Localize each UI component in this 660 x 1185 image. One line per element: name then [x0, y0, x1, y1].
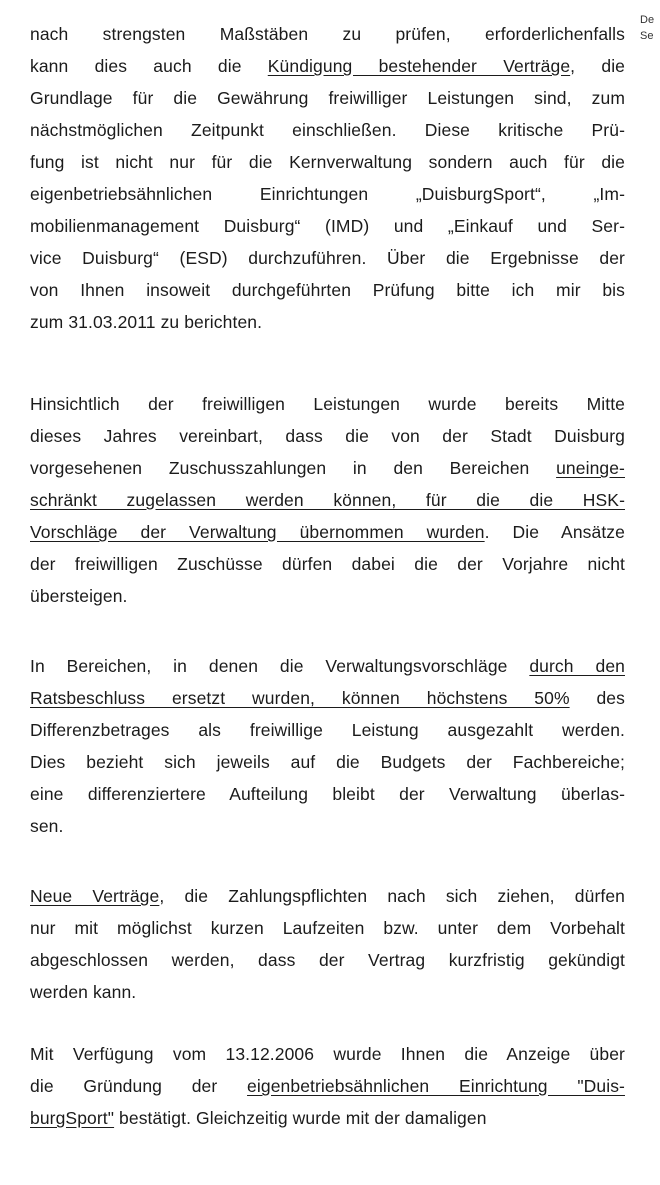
- text-segment: dieses Jahres vereinbart, dass die von der Stadt Duisburg: [30, 426, 625, 446]
- text-line: [30, 912, 625, 944]
- text-line: [30, 1102, 625, 1134]
- text-segment: nur mit möglichst kurzen Laufzeiten bzw. unter dem Vorbehalt: [30, 918, 625, 938]
- text-segment: eigenbetriebsähnlichen Einrichtungen „DuisburgSport“, „Im-: [30, 184, 625, 204]
- underlined-text: Kündigung bestehender Verträge: [267, 56, 571, 76]
- text-line: [30, 976, 625, 1008]
- paragraph-freiwillige-leistungen: [30, 388, 625, 612]
- text-segment: nächstmöglichen Zeitpunkt einschließen. Diese kritische Prü-: [30, 120, 625, 140]
- margin-note-line: De: [640, 14, 655, 26]
- underlined-text: uneinge-: [556, 458, 625, 478]
- text-line: [30, 944, 625, 976]
- text-segment: Hinsichtlich der freiwilligen Leistungen wurde bereits Mitte: [30, 394, 625, 414]
- text-segment: übersteigen.: [30, 586, 128, 606]
- text-segment: vice Duisburg“ (ESD) durchzuführen. Über die Ergebnisse der: [30, 248, 625, 268]
- underlined-text: Neue Verträge: [30, 886, 160, 906]
- text-segment: Dies bezieht sich jeweils auf die Budgets der Fachbereiche;: [30, 752, 625, 772]
- text-line: [30, 880, 625, 912]
- text-line: [30, 114, 625, 146]
- text-line: [30, 452, 625, 484]
- text-segment: nach strengsten Maßstäben zu prüfen, erforderlichenfalls: [30, 24, 625, 44]
- text-segment: abgeschlossen werden, dass der Vertrag kurzfristig gekündigt: [30, 950, 625, 970]
- text-line: [30, 1038, 625, 1070]
- text-segment: mobilienmanagement Duisburg“ (IMD) und „Einkauf und Ser-: [30, 216, 625, 236]
- text-segment: kann dies auch die: [30, 56, 268, 76]
- text-line: [30, 18, 625, 50]
- paragraph-neue-vertraege: [30, 880, 625, 1008]
- text-line: [30, 420, 625, 452]
- paragraph-duisburgsport: [30, 1038, 625, 1134]
- text-line: [30, 810, 625, 842]
- underlined-text: Ratsbeschluss ersetzt wurden, können höchstens 50%: [30, 688, 570, 708]
- text-segment: bestätigt. Gleichzeitig wurde mit der damaligen: [114, 1108, 487, 1128]
- text-line: [30, 178, 625, 210]
- text-line: [30, 1070, 625, 1102]
- text-line: [30, 50, 625, 82]
- text-line: [30, 484, 625, 516]
- text-segment: eine differenziertere Aufteilung bleibt der Verwaltung überlas-: [30, 784, 625, 804]
- text-segment: werden kann.: [30, 982, 137, 1002]
- underlined-text: eigenbetriebsähnlichen Einrichtung "Duis-: [247, 1076, 625, 1096]
- text-line: [30, 650, 625, 682]
- text-line: [30, 682, 625, 714]
- underlined-text: burgSport": [30, 1108, 115, 1128]
- text-segment: fung ist nicht nur für die Kernverwaltung sondern auch für die: [30, 152, 625, 172]
- text-segment: der freiwilligen Zuschüsse dürfen dabei die der Vorjahre nicht: [30, 554, 625, 574]
- text-segment: zum 31.03.2011 zu berichten.: [30, 312, 263, 332]
- text-line: [30, 388, 625, 420]
- text-segment: , die: [570, 56, 626, 76]
- text-segment: Grundlage für die Gewährung freiwilliger Leistungen sind, zum: [30, 88, 625, 108]
- text-line: [30, 274, 625, 306]
- text-segment: Mit Verfügung vom 13.12.2006 wurde Ihnen die Anzeige über: [30, 1044, 625, 1064]
- text-line: [30, 714, 625, 746]
- text-segment: Differenzbetrages als freiwillige Leistung ausgezahlt werden.: [30, 720, 625, 740]
- text-segment: von Ihnen insoweit durchgeführten Prüfung bitte ich mir bis: [30, 280, 625, 300]
- text-segment: die Gründung der: [30, 1076, 248, 1096]
- text-line: [30, 548, 625, 580]
- text-segment: des: [569, 688, 625, 708]
- text-line: [30, 746, 625, 778]
- margin-note: [640, 12, 660, 44]
- text-segment: . Die Ansätze: [484, 522, 625, 542]
- text-line: [30, 580, 625, 612]
- text-segment: vorgesehenen Zuschusszahlungen in den Bereichen: [30, 458, 557, 478]
- paragraph-ratsbeschluss: [30, 650, 625, 842]
- text-line: [30, 306, 625, 338]
- text-segment: , die Zahlungspflichten nach sich ziehen, dürfen: [159, 886, 626, 906]
- text-segment: In Bereichen, in denen die Verwaltungsvorschläge: [30, 656, 530, 676]
- underlined-text: schränkt zugelassen werden können, für die die HSK-: [30, 490, 625, 510]
- text-line: [30, 778, 625, 810]
- text-line: [30, 210, 625, 242]
- margin-note-line: Se: [640, 30, 654, 42]
- text-line: [30, 146, 625, 178]
- paragraph-kuendigung: [30, 18, 625, 338]
- text-line: [30, 242, 625, 274]
- underlined-text: durch den: [529, 656, 625, 676]
- text-segment: sen.: [30, 816, 64, 836]
- text-line: [30, 516, 625, 548]
- text-line: [30, 82, 625, 114]
- underlined-text: Vorschläge der Verwaltung übernommen wurden: [30, 522, 485, 542]
